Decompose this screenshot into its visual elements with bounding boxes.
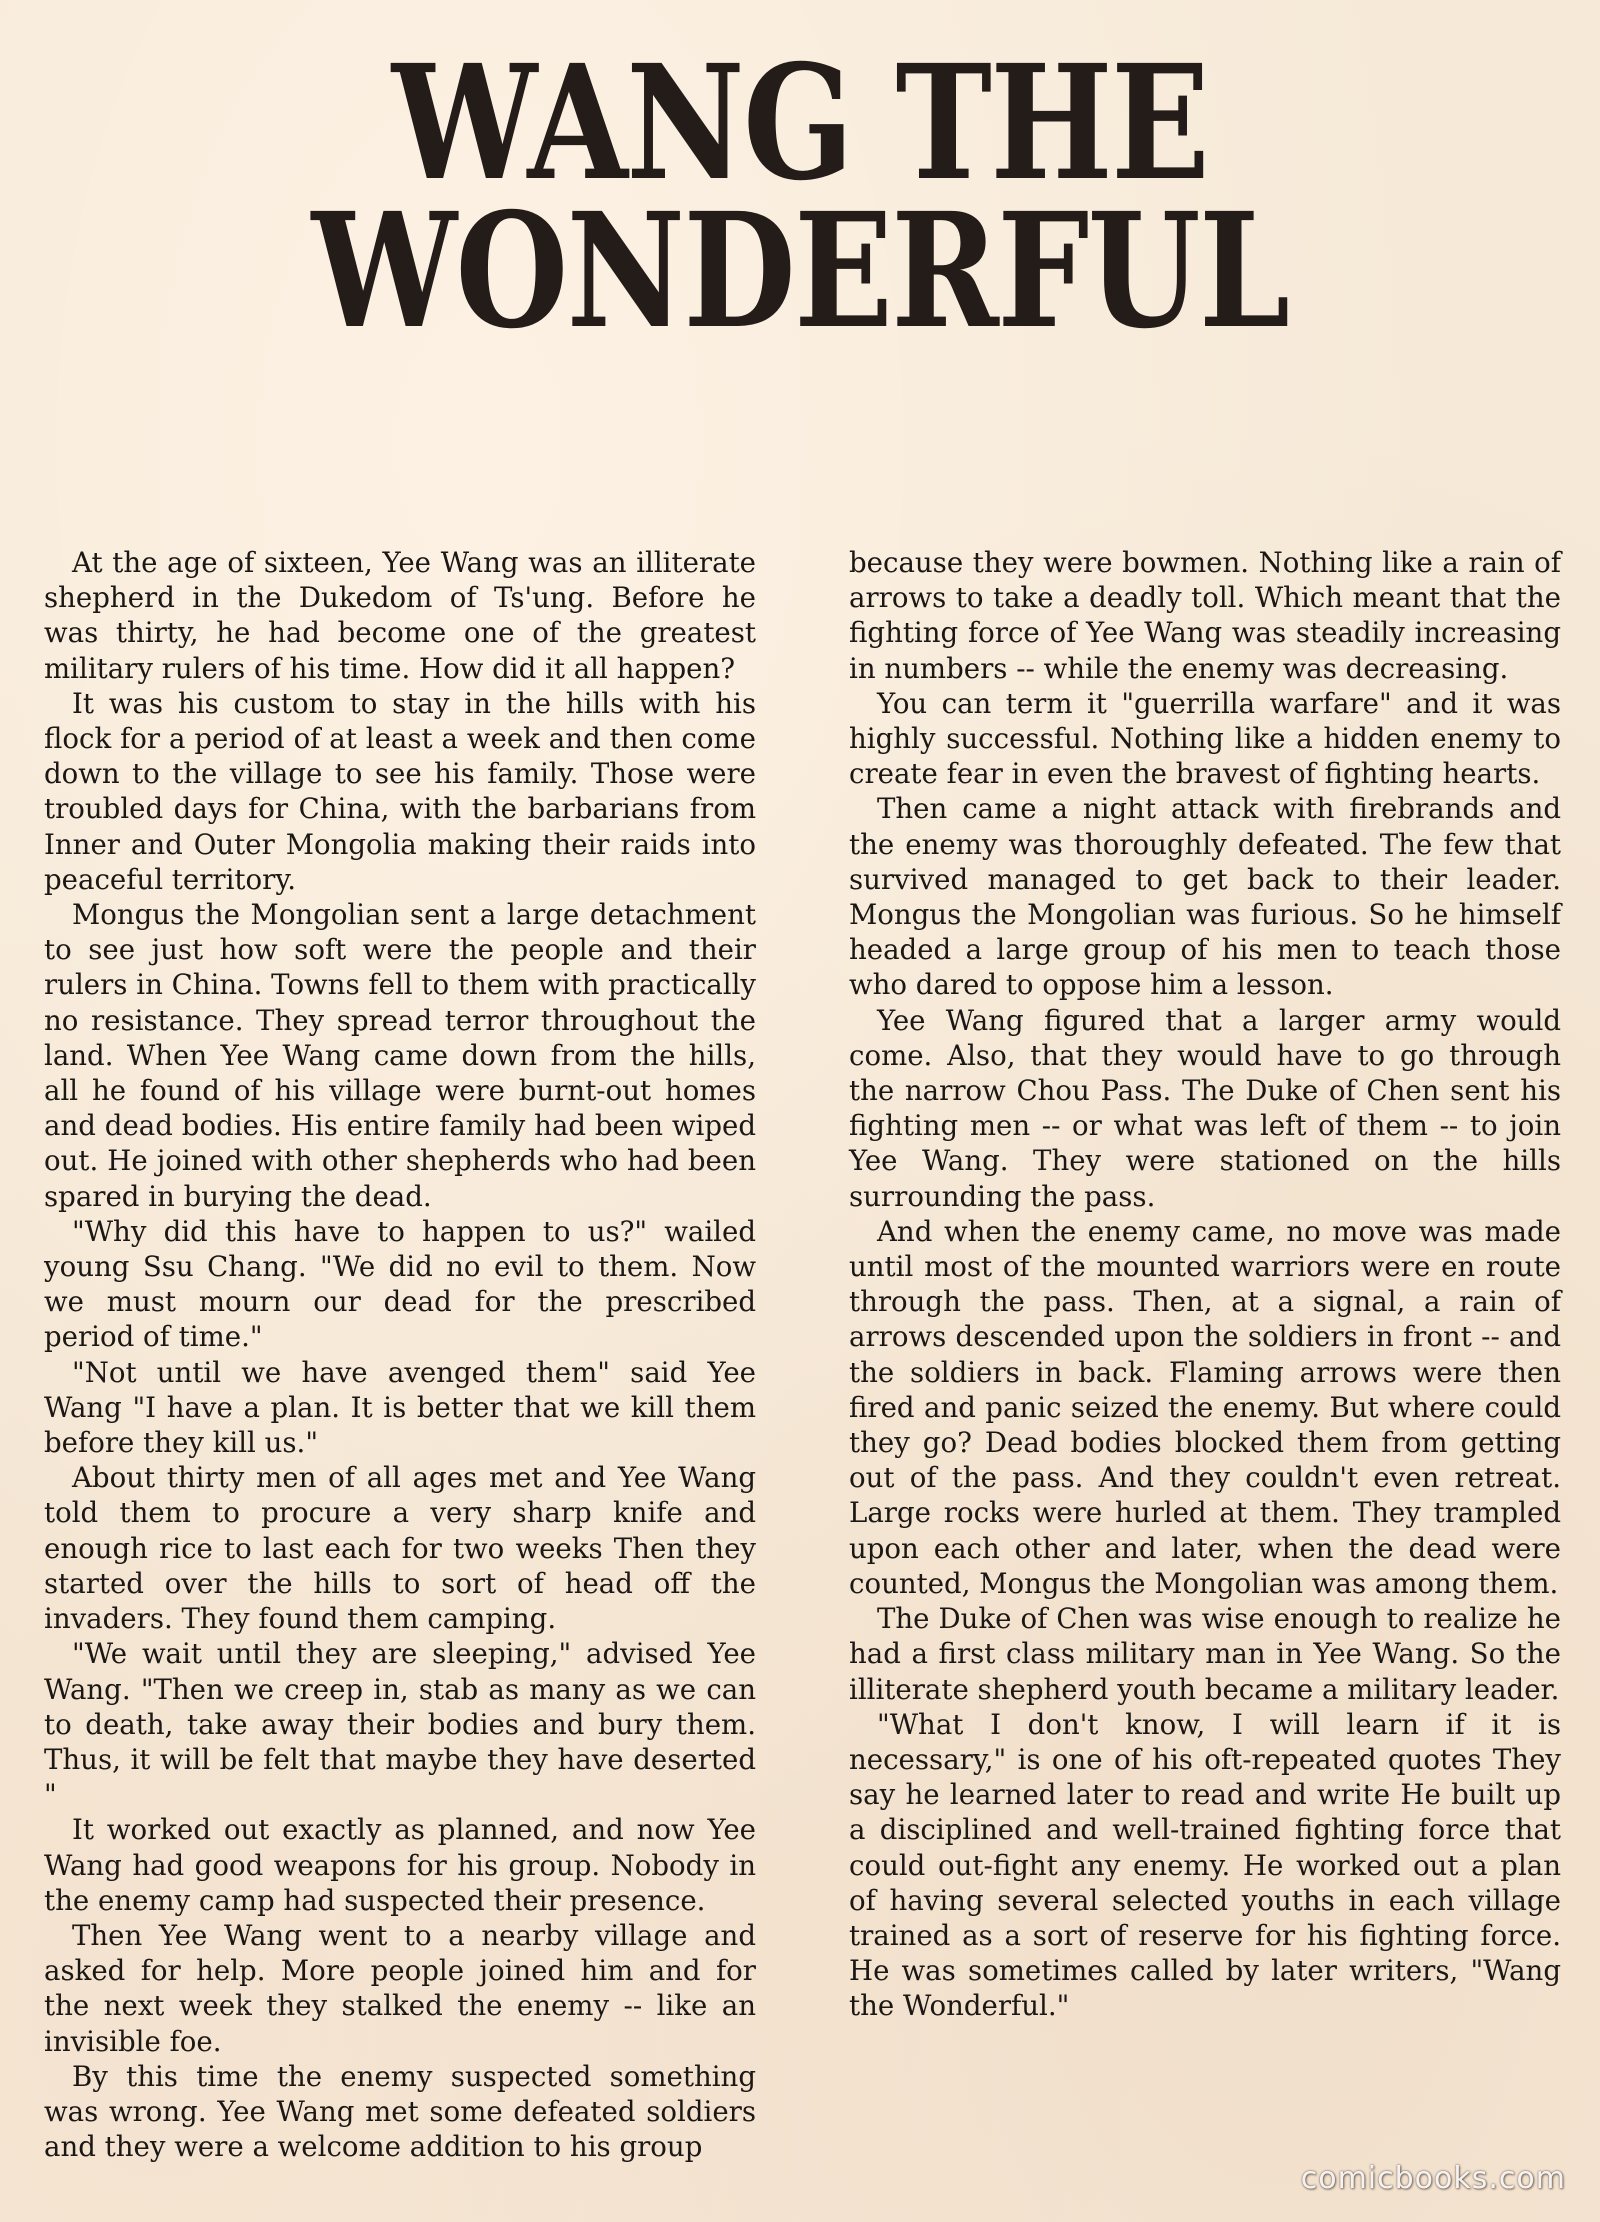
paragraph: Mongus the Mongolian sent a large detachment to see just how soft were the people and their rulers in China. Towns fell to them with practically no resistance. They spread terror throughout the land. When Yee Wang came down from the hills, all he found of his village were burnt-out homes and dead bodies. His entire family had been wiped out. He joined with other shepherds who had been spared in burying the dead. (44, 898, 756, 1213)
title-line-1: WANG THE (391, 31, 1209, 216)
paragraph: About thirty men of all ages met and Yee Wang told them to procure a very sharp knife and enough rice to last each for two weeks Then they started over the hills to sort of head off the invaders. They found them camping. (44, 1461, 756, 1636)
paragraph: Then came a night attack with firebrands and the enemy was thoroughly defeated. The few that survived managed to get back to their leader. Mongus the Mongolian was furious. So he himself headed a large group of his men to teach those who dared to oppose him a lesson. (849, 792, 1561, 1002)
paragraph: It worked out exactly as planned, and now Yee Wang had good weapons for his group. Nobody in the enemy camp had suspected their presence. (44, 1813, 756, 1917)
paragraph: "We wait until they are sleeping," advised Yee Wang. "Then we creep in, stab as many as we can to death, take away their bodies and bury them. Thus, it will be felt that maybe they have deserted " (44, 1637, 756, 1812)
paragraph: "Why did this have to happen to us?" wailed young Ssu Chang. "We did no evil to them. Now we must mourn our dead for the prescribed period of time." (44, 1214, 756, 1354)
paragraph: The Duke of Chen was wise enough to realize he had a first class military man in Yee Wang. So the illiterate shepherd youth became a military leader. (849, 1602, 1561, 1706)
right-column (849, 545, 1561, 2024)
paragraph: It was his custom to stay in the hills with his flock for a period of at least a week and then come down to the village to see his family. Those were troubled days for China, with the barbarians from Inner and Outer Mongolia making their raids into peaceful territory. (44, 686, 756, 896)
paragraph: Then Yee Wang went to a nearby village and asked for help. More people joined him and for the next week they stalked the enemy -- like an invisible foe. (44, 1918, 756, 2058)
paragraph: At the age of sixteen, Yee Wang was an illiterate shepherd in the Dukedom of Ts'ung. Before he was thirty, he had become one of the greatest military rulers of his time. How did it all happen? (44, 546, 756, 685)
page-title (144, 31, 1456, 364)
paragraph: "What I don't know, I will learn if it is necessary," is one of his oft-repeated quotes They say he learned later to read and write He built up a disciplined and well-trained fighting force that could out-fight any enemy. He worked out a plan of having several selected youths in each village trained as a sort of reserve for his fighting force. He was sometimes called by later writers, "Wang the Wonderful." (849, 1707, 1561, 2023)
paragraph: By this time the enemy suspected something was wrong. Yee Wang met some defeated soldiers and they were a welcome addition to his group (44, 2059, 756, 2164)
title-line-2: WONDERFUL (311, 179, 1289, 364)
paragraph: And when the enemy came, no move was made until most of the mounted warriors were en route through the pass. Then, at a signal, a rain of arrows descended upon the soldiers in front -- and the soldiers in back. Flaming arrows were then fired and panic seized the enemy. But where could they go? Dead bodies blocked them from getting out of the pass. And they couldn't even retreat. Large rocks were hurled at them. They trampled upon each other and later, when the dead were counted, Mongus the Mongolian was among them. (849, 1214, 1561, 1600)
paragraph: "Not until we have avenged them" said Yee Wang "I have a plan. It is better that we kill them before they kill us." (44, 1355, 756, 1460)
paragraph: You can term it "guerrilla warfare" and it was highly successful. Nothing like a hidden enemy to create fear in even the bravest of fighting hearts. (849, 686, 1561, 791)
paragraph-continued: because they were bowmen. Nothing like a rain of arrows to take a deadly toll. Which meant that the fighting force of Yee Wang was steadily increasing in numbers -- while the enemy was decreasing. (849, 546, 1561, 685)
left-column (44, 545, 756, 2164)
watermark: comicbooks.com (1300, 2161, 1566, 2196)
paragraph: Yee Wang figured that a larger army would come. Also, that they would have to go through the narrow Chou Pass. The Duke of Chen sent his fighting men -- or what was left of them -- to join Yee Wang. They were stationed on the hills surrounding the pass. (849, 1003, 1561, 1213)
